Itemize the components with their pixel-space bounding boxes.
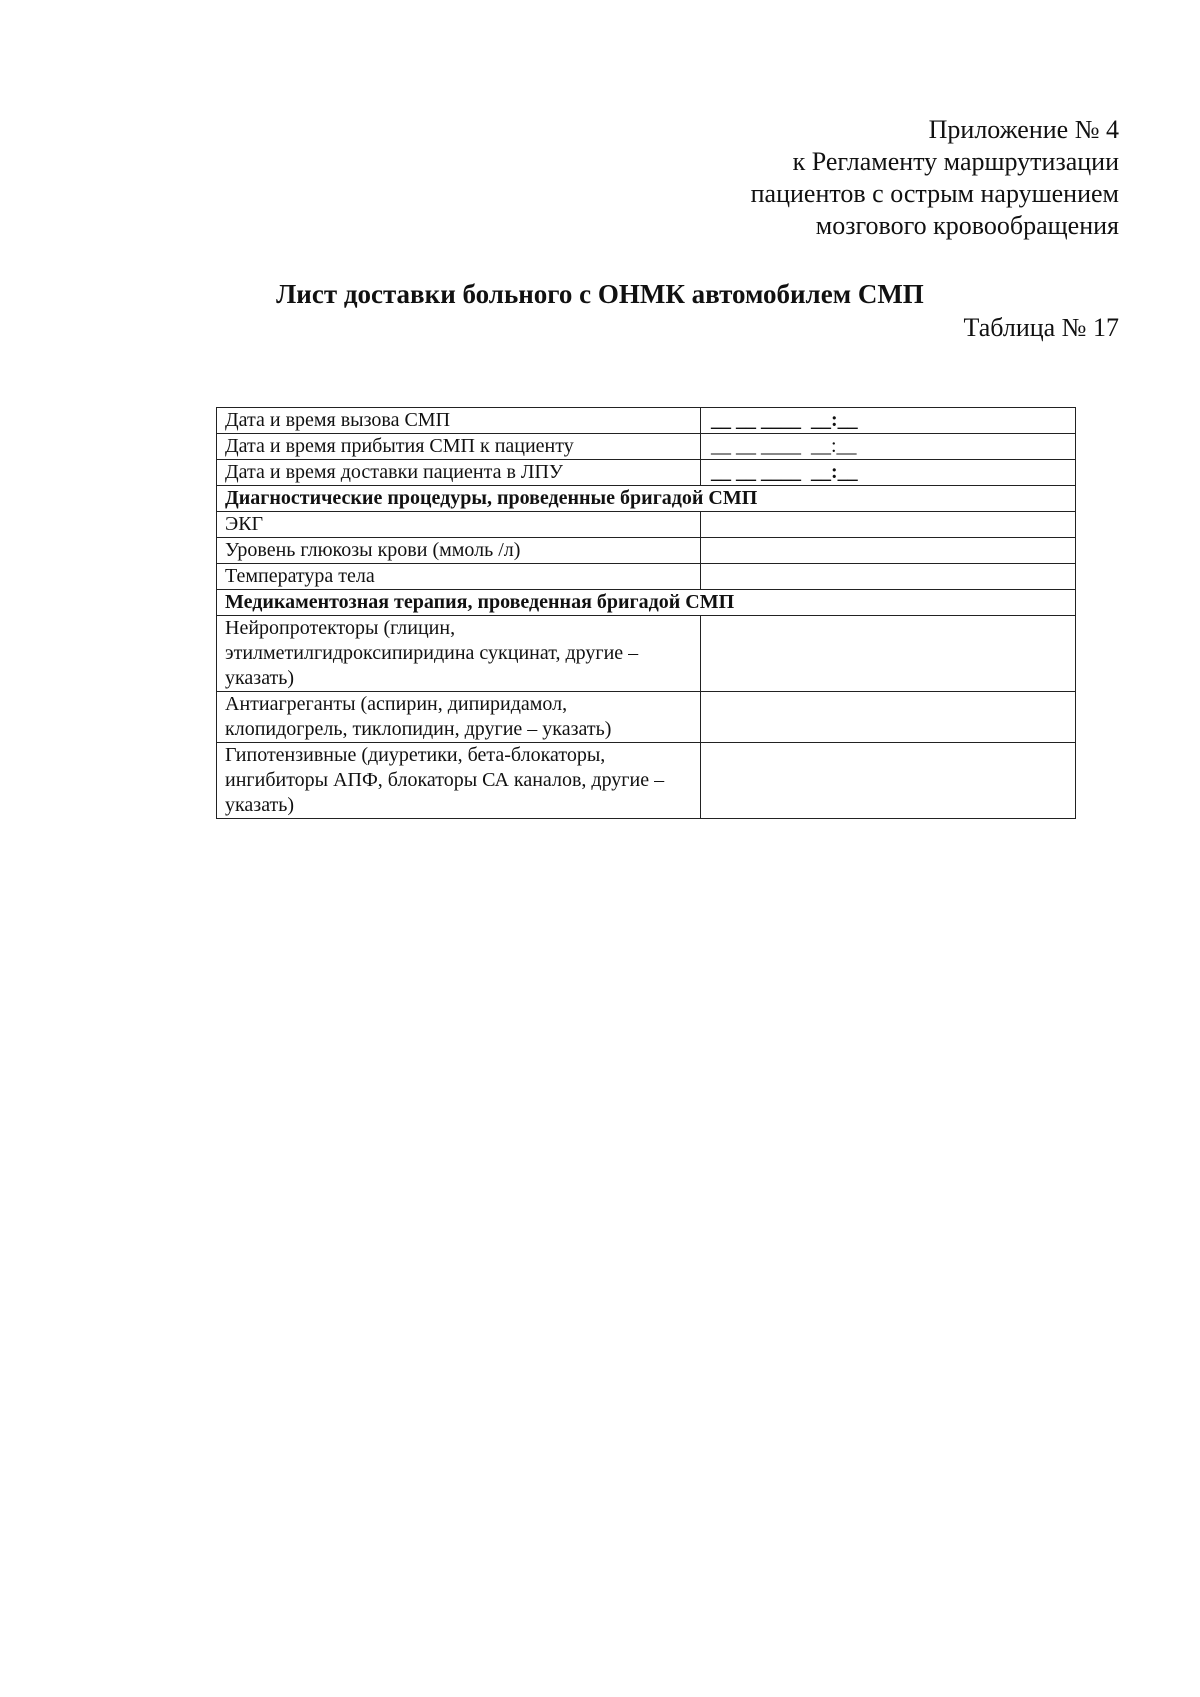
date-time-blank: __ __ ____ __:__ xyxy=(711,435,857,457)
table-section-row xyxy=(217,590,1076,616)
annex-header xyxy=(751,114,1119,242)
value-field[interactable] xyxy=(701,512,1076,538)
table-row xyxy=(217,460,1076,486)
section-heading-diagnostics: Диагностические процедуры, проведенные бригадой СМП xyxy=(217,486,1076,512)
value-field[interactable] xyxy=(701,692,1076,743)
annex-line-1: Приложение № 4 xyxy=(928,115,1119,144)
value-field[interactable] xyxy=(701,564,1076,590)
row-label: Температура тела xyxy=(217,564,701,590)
date-time-blank: __ __ ____ __:__ xyxy=(711,461,858,483)
table-row xyxy=(217,512,1076,538)
date-time-field[interactable] xyxy=(701,434,1076,460)
table-row xyxy=(217,692,1076,743)
table-number: Таблица № 17 xyxy=(963,313,1119,342)
table-row xyxy=(217,564,1076,590)
delivery-sheet-table xyxy=(216,407,1076,819)
table-row xyxy=(217,538,1076,564)
table-row xyxy=(217,743,1076,819)
value-field[interactable] xyxy=(701,616,1076,692)
table-row xyxy=(217,408,1076,434)
document-title: Лист доставки больного с ОНМК автомобилем СМП xyxy=(276,279,924,309)
section-heading-therapy: Медикаментозная терапия, проведенная бригадой СМП xyxy=(217,590,1076,616)
annex-line-3: пациентов с острым нарушением xyxy=(750,179,1119,208)
row-label: Дата и время вызова СМП xyxy=(217,408,701,434)
row-label: Дата и время доставки пациента в ЛПУ xyxy=(217,460,701,486)
date-time-field[interactable] xyxy=(701,408,1076,434)
table-row xyxy=(217,434,1076,460)
table-section-row xyxy=(217,486,1076,512)
value-field[interactable] xyxy=(701,743,1076,819)
row-label: Гипотензивные (диуретики, бета-блокаторы, ингибиторы АПФ, блокаторы СА каналов, другие – указать) xyxy=(217,743,701,819)
table-row xyxy=(217,616,1076,692)
row-label: Дата и время прибытия СМП к пациенту xyxy=(217,434,701,460)
annex-line-4: мозгового кровообращения xyxy=(815,211,1119,240)
row-label: ЭКГ xyxy=(217,512,701,538)
value-field[interactable] xyxy=(701,538,1076,564)
row-label: Нейропротекторы (глицин, этилметилгидроксипиридина сукцинат, другие – указать) xyxy=(217,616,701,692)
date-time-field[interactable] xyxy=(701,460,1076,486)
annex-line-2: к Регламенту маршрутизации xyxy=(792,147,1119,176)
date-time-blank: __ __ ____ __:__ xyxy=(711,409,858,431)
row-label: Уровень глюкозы крови (ммоль /л) xyxy=(217,538,701,564)
row-label: Антиагреганты (аспирин, дипиридамол, клопидогрель, тиклопидин, другие – указать) xyxy=(217,692,701,743)
